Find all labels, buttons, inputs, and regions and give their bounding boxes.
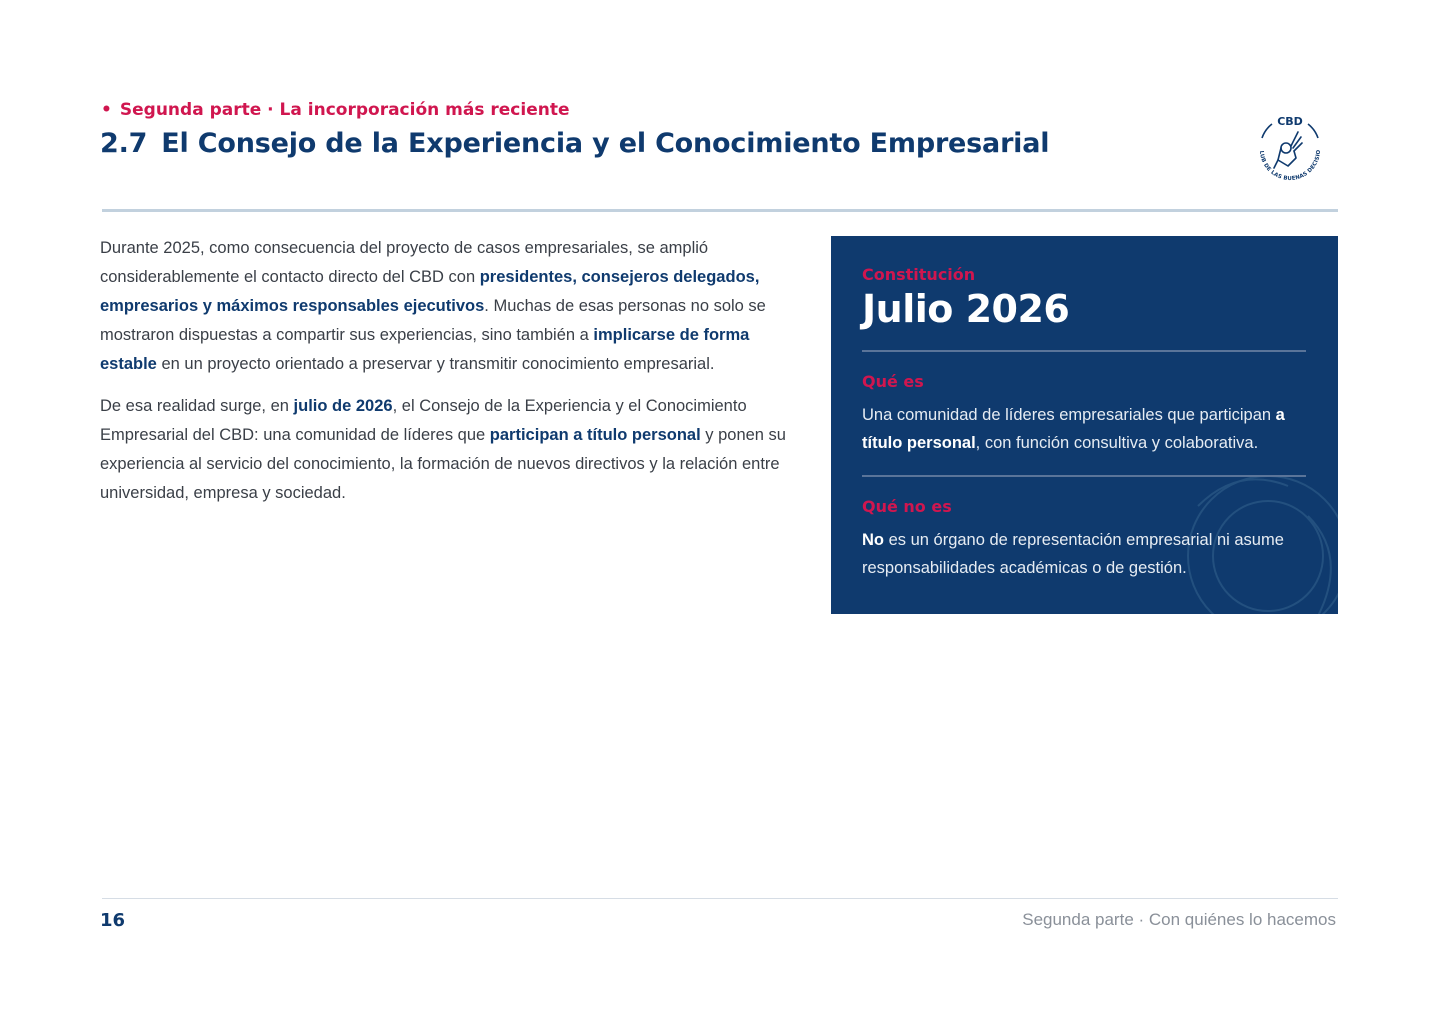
card-eyebrow: Constitución [862, 265, 976, 284]
highlight-run: implicarse de forma estable [100, 326, 750, 373]
info-card [831, 236, 1338, 614]
page-number: 16 [100, 910, 126, 931]
text-run: Durante 2025, como consecuencia del proyecto de casos empresariales, se amplió considerablemente el contacto directo del CBD con [100, 239, 709, 286]
card-divider [862, 475, 1306, 477]
paragraph-1 [100, 234, 788, 379]
text-run: , el Consejo de la Experiencia y el Conocimiento Empresarial del CBD: una comunidad de líderes que [100, 397, 747, 444]
header-divider [102, 209, 1338, 212]
card-date: Julio 2026 [862, 287, 1070, 331]
logo-text: CBD [1277, 115, 1303, 128]
paragraph-2 [100, 392, 788, 508]
highlight-run: presidentes, consejeros delegados, empresarios y máximos responsables ejecutivos [100, 268, 760, 315]
section-number: 2.7 [100, 128, 148, 159]
eyebrow-text: Segunda parte · La incorporación más reciente [119, 100, 570, 120]
que-es-label: Qué es [862, 372, 924, 391]
text-run: Una comunidad de líderes empresariales que participan [862, 406, 1276, 424]
que-es-text [862, 401, 1306, 457]
footer-section-text: Segunda parte · Con quiénes lo hacemos [1022, 910, 1336, 929]
logo-ring-text: LUB DE LAS BUENAS DECISIO [1257, 149, 1323, 183]
cbd-logo [1250, 110, 1330, 190]
card-content [862, 264, 1306, 582]
text-run: y ponen su experiencia al servicio del conocimiento, la formación de nuevos directivos y la relación entre universidad, empresa y sociedad. [100, 426, 786, 502]
hand-ok-icon [1274, 132, 1302, 168]
text-run: De esa realidad surge, en [100, 397, 294, 415]
text-run: en un proyecto orientado a preservar y transmitir conocimiento empresarial. [156, 355, 715, 373]
text-run: es un órgano de representación empresarial ni asume responsabilidades académicas o de gestión. [862, 531, 1284, 577]
title-text: El Consejo de la Experiencia y el Conocimiento Empresarial [161, 128, 1050, 159]
que-no-es-text [862, 526, 1306, 582]
text-run: . Muchas de esas personas no solo se mostraron dispuestas a compartir sus experiencias, sino también a [100, 297, 766, 344]
highlight-run: participan a título personal [489, 426, 701, 444]
highlight-run: a título personal [862, 406, 1285, 452]
footer-divider [102, 898, 1338, 899]
highlight-run: No [862, 531, 884, 549]
card-divider [862, 350, 1306, 352]
highlight-run: julio de 2026 [293, 397, 393, 415]
page-title [100, 128, 1049, 159]
section-eyebrow [101, 100, 570, 120]
body-text [100, 234, 788, 521]
bullet-dot: • [101, 100, 112, 120]
que-no-es-label: Qué no es [862, 497, 952, 516]
text-run: , con función consultiva y colaborativa. [975, 434, 1259, 452]
